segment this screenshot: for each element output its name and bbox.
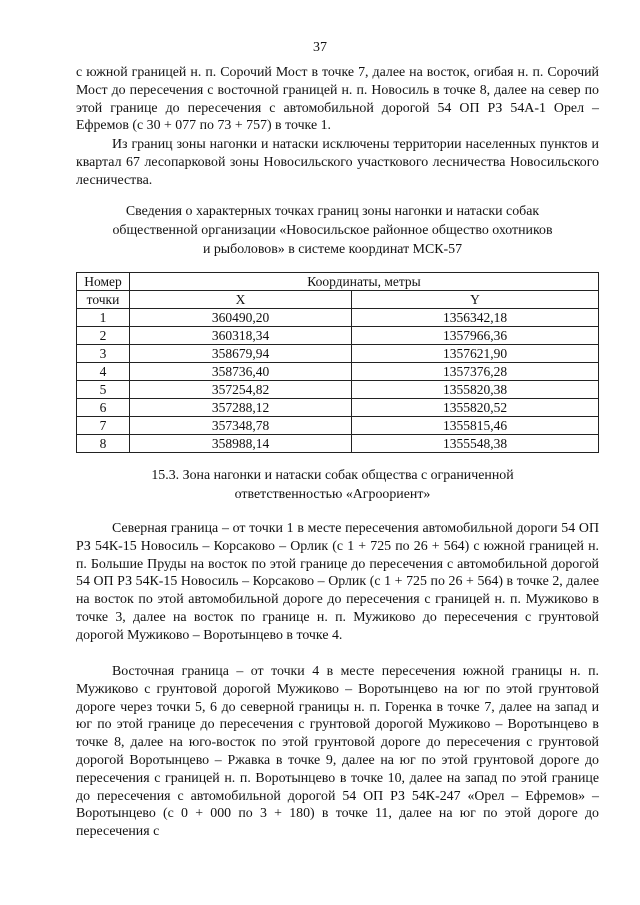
table-row [77,435,599,453]
coord-x: 358988,14 [130,435,352,453]
point-number: 2 [77,327,130,345]
coord-y: 1357376,28 [352,363,599,381]
point-number: 7 [77,417,130,435]
point-number: 4 [77,363,130,381]
section-heading [60,466,605,504]
table-row [77,327,599,345]
header-y: Y [352,291,599,309]
coord-x: 358736,40 [130,363,352,381]
coord-x: 357288,12 [130,399,352,417]
table-row [77,417,599,435]
coord-y: 1357966,36 [352,327,599,345]
coord-x: 358679,94 [130,345,352,363]
section-heading-line1: 15.3. Зона нагонки и натаски собак общества с ограниченной [151,468,514,483]
header-point-number-line2: точки [77,291,130,309]
exclusion-paragraph: Из границ зоны нагонки и натаски исключены территории населенных пунктов и квартал 67 лесопарковой зоны Новосильского участкового лесничества Новосильского лесничества. [76,137,599,188]
point-number: 1 [77,309,130,327]
table-row [77,363,599,381]
coord-x: 360318,34 [130,327,352,345]
coordinates-table [76,272,599,453]
coord-y: 1356342,18 [352,309,599,327]
coord-y: 1355815,46 [352,417,599,435]
table-caption [60,202,605,259]
table-row [77,345,599,363]
coord-x: 360490,20 [130,309,352,327]
table-row [77,399,599,417]
coord-y: 1355820,52 [352,399,599,417]
coord-x: 357348,78 [130,417,352,435]
table-caption-line3: и рыболовов» в системе координат МСК-57 [202,242,463,257]
point-number: 6 [77,399,130,417]
point-number: 5 [77,381,130,399]
header-point-number: Номер [77,273,130,291]
header-coordinates: Координаты, метры [130,273,599,291]
coord-x: 357254,82 [130,381,352,399]
point-number: 8 [77,435,130,453]
coord-y: 1355548,38 [352,435,599,453]
table-caption-line1: Сведения о характерных точках границ зоны нагонки и натаски собак [125,204,540,219]
east-boundary-paragraph: Восточная граница – от точки 4 в месте пересечения южной границы н. п. Мужиково с грунтовой дорогой Мужиково – Воротынцево на юг по этой грунтовой дороге через точки 5, 6 до северной границы н. п. Горенка в точке 7, далее на запад и юг по этой границе до пересечения с грунтовой дорогой Мужиково – Воротынцево в точке 8, далее на юго-восток по этой грунтовой дороге до пересечения с грунтовой дорогой Воротынцево – Ржавка в точке 9, далее на юг по этой грунтовой дороге до пересечения с границей н. п. Воротынцево в точке 10, далее на запад по этой границе до пересечения с автомобильной дорогой 54 ОП РЗ 54К-247 «Орел – Ефремов» – Воротынцево (с 0 + 000 по 3 + 180) в точке 11, далее на юг по этой дороге до пересечения с [76,664,599,840]
section-heading-line2: ответственностью «Агроориент» [234,487,431,502]
header-x: X [130,291,352,309]
page-number: 37 [313,40,327,55]
intro-paragraph: с южной границей н. п. Сорочий Мост в точке 7, далее на восток, огибая н. п. Сорочий Мост до пересечения с восточной границей н. п. Новосиль в точке 8, далее на север по этой границе до пересечения с автомобильной дорогой 54 ОП РЗ 54А-1 Орел – Ефремов (с 30 + 077 по 73 + 757) в точке 1. [76,65,599,134]
coord-y: 1355820,38 [352,381,599,399]
table-caption-line2: общественной организации «Новосильское районное общество охотников [112,223,553,238]
table-row [77,309,599,327]
table-row [77,381,599,399]
north-boundary-paragraph: Северная граница – от точки 1 в месте пересечения автомобильной дороги 54 ОП РЗ 54К-15 Новосиль – Корсаково – Орлик (с 1 + 725 по 26 + 564) с южной границей н. п. Большие Пруды на восток по этой границе до пересечения с автомобильной дорогой 54 ОП РЗ 54К-15 Новосиль – Корсаково – Орлик (с 1 + 725 по 26 + 564) в точке 2, далее на восток по этой автомобильной дороге до пересечения с границей н. п. Мужиково в точке 3, далее на восток по границе н. п. Мужиково до пересечения с грунтовой дорогой Мужиково – Воротынцево в точке 4. [76,521,599,643]
point-number: 3 [77,345,130,363]
coord-y: 1357621,90 [352,345,599,363]
